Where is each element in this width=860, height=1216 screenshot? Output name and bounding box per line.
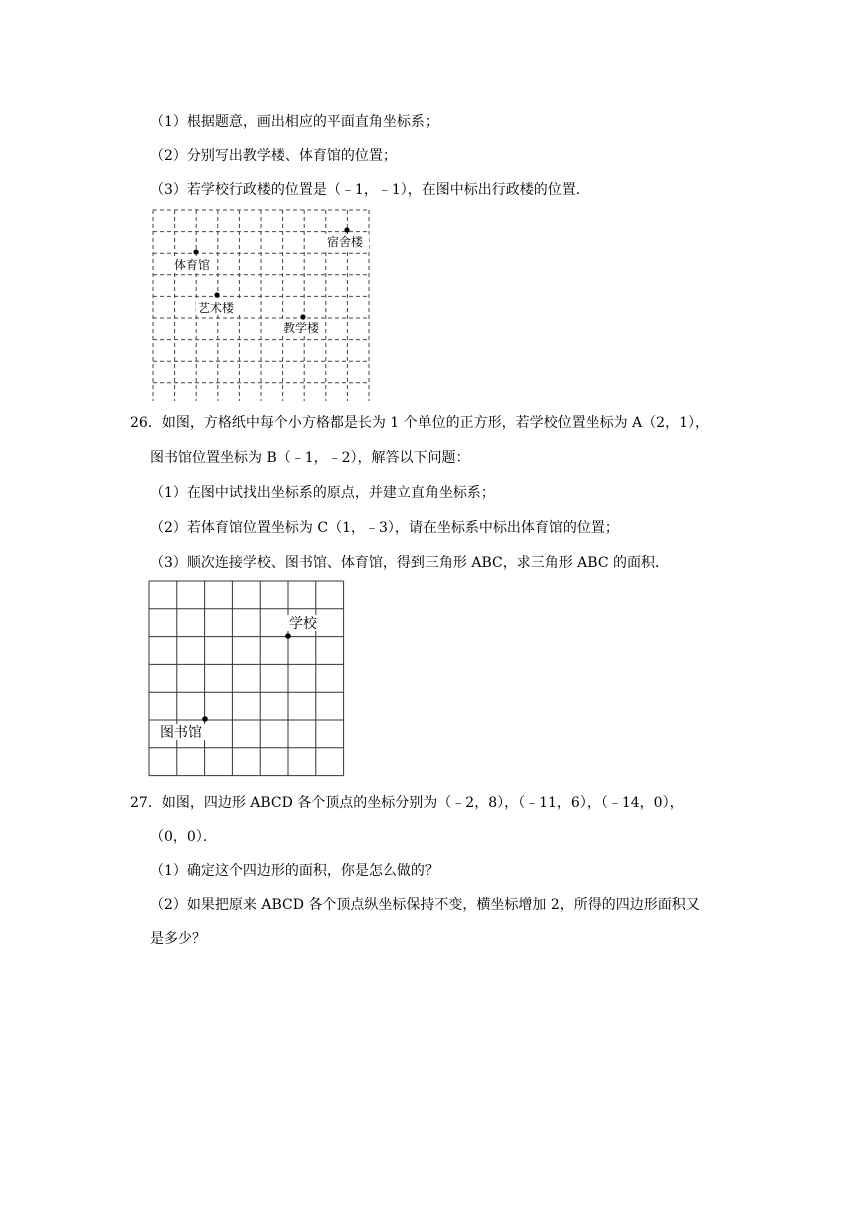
q25-sub1: （1）根据题意，画出相应的平面直角坐标系； [150, 114, 439, 130]
q27-sub1: （1）确定这个四边形的面积，你是怎么做的？ [150, 863, 439, 879]
q27-sub2b: 是多少？ [150, 931, 206, 947]
q26-sub1: （1）在图中试找出坐标系的原点，并建立直角坐标系； [150, 485, 495, 501]
art-point [214, 292, 219, 297]
q25-sub2: （2）分别写出教学楼、体育馆的位置； [150, 148, 397, 164]
school-label: 学校 [289, 616, 317, 632]
q26-sub3: （3）顺次连接学校、图书馆、体育馆，得到三角形 ABC，求三角形 ABC 的面积． [150, 555, 669, 571]
teach-point [300, 314, 305, 319]
library-label: 图书馆 [160, 725, 202, 741]
q26-grid-figure [148, 580, 346, 778]
teach-label: 教学楼 [283, 321, 320, 335]
q25-sub3: （3）若学校行政楼的位置是（﹣1，﹣1），在图中标出行政楼的位置． [150, 182, 590, 198]
school-point [285, 633, 291, 639]
library-point [202, 716, 208, 722]
q25-grid-figure [150, 207, 372, 401]
q27-line1: 27．如图，四边形 ABCD 各个顶点的坐标分别为（﹣2，8），（﹣11，6），（﹣14，0）， [130, 795, 684, 811]
dorm-label: 宿舍楼 [327, 235, 364, 249]
art-label: 艺术楼 [198, 301, 235, 315]
gym-label: 体育馆 [174, 258, 211, 272]
q26-line2: 图书馆位置坐标为 B（﹣1，﹣2），解答以下问题： [150, 450, 470, 466]
dorm-point [344, 227, 349, 232]
q27-line2: （0，0）． [150, 829, 217, 845]
q26-sub2: （2）若体育馆位置坐标为 C（1，﹣3），请在坐标系中标出体育馆的位置； [150, 520, 619, 536]
q26-line1: 26．如图，方格纸中每个小方格都是长为 1 个单位的正方形，若学校位置坐标为 A（2，1）， [130, 415, 709, 431]
gym-point [193, 249, 198, 254]
q27-sub2: （2）如果把原来 ABCD 各个顶点纵坐标保持不变，横坐标增加 2，所得的四边形面积又 [150, 897, 700, 913]
